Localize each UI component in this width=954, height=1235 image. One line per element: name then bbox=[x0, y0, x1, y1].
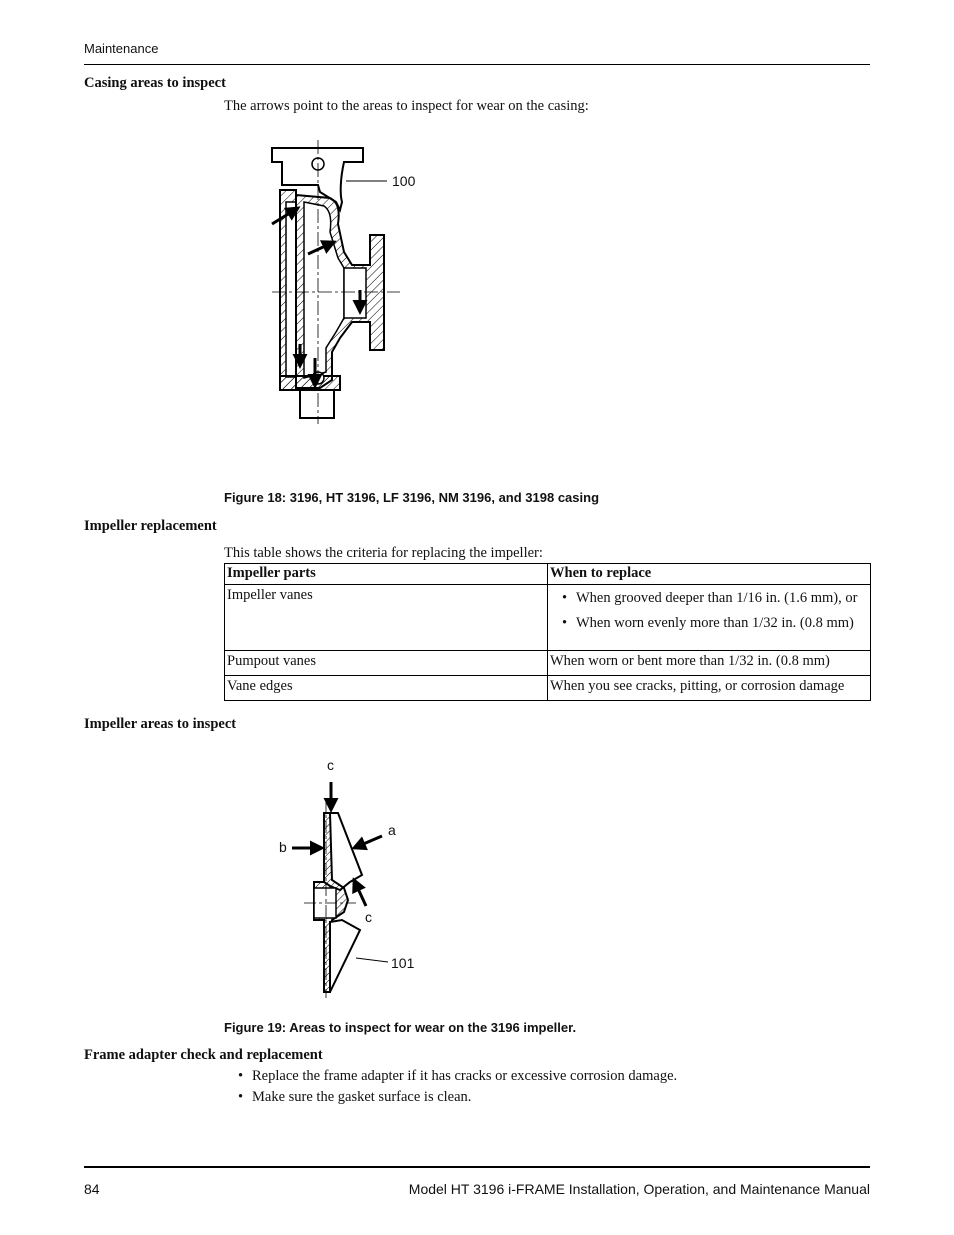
table-row bbox=[225, 585, 871, 651]
casing-heading: Casing areas to inspect bbox=[84, 75, 226, 91]
table-header-row bbox=[225, 564, 871, 585]
label-c-top: c bbox=[327, 757, 334, 773]
header-rule bbox=[84, 64, 870, 65]
impeller-replacement-intro: This table shows the criteria for replacing the impeller: bbox=[224, 545, 543, 561]
label-a: a bbox=[388, 822, 396, 838]
part-cell: Pumpout vanes bbox=[225, 651, 548, 676]
criteria-list bbox=[550, 589, 868, 633]
criteria-cell: When you see cracks, pitting, or corrosion damage bbox=[548, 676, 871, 701]
impeller-replacement-heading: Impeller replacement bbox=[84, 518, 217, 534]
label-c-lower: c bbox=[365, 909, 372, 925]
table-row bbox=[225, 676, 871, 701]
impeller-criteria-table bbox=[224, 563, 871, 701]
table-row bbox=[225, 651, 871, 676]
column-header: Impeller parts bbox=[225, 564, 548, 585]
callout-100: 100 bbox=[392, 173, 416, 189]
list-item: • Replace the frame adapter if it has cracks or excessive corrosion damage. bbox=[236, 1068, 677, 1089]
page-number: 84 bbox=[84, 1181, 100, 1197]
casing-figure bbox=[260, 140, 460, 430]
casing-intro: The arrows point to the areas to inspect for wear on the casing: bbox=[224, 98, 589, 114]
criteria-cell: When worn or bent more than 1/32 in. (0.8 mm) bbox=[548, 651, 871, 676]
list-item: • When worn evenly more than 1/32 in. (0.8 mm) bbox=[550, 614, 868, 633]
footer-title: Model HT 3196 i-FRAME Installation, Operation, and Maintenance Manual bbox=[408, 1181, 870, 1197]
frame-adapter-heading: Frame adapter check and replacement bbox=[84, 1047, 323, 1063]
criteria-cell bbox=[548, 585, 871, 651]
footer-rule bbox=[84, 1166, 870, 1168]
list-item: • Make sure the gasket surface is clean. bbox=[236, 1089, 677, 1110]
frame-adapter-list bbox=[236, 1068, 677, 1110]
running-header: Maintenance bbox=[84, 41, 159, 56]
impeller-inspect-heading: Impeller areas to inspect bbox=[84, 716, 237, 732]
part-cell: Vane edges bbox=[225, 676, 548, 701]
callout-101: 101 bbox=[391, 955, 415, 971]
figure-19-caption: Figure 19: Areas to inspect for wear on the 3196 impeller. bbox=[224, 1020, 577, 1035]
label-b: b bbox=[279, 839, 287, 855]
part-cell: Impeller vanes bbox=[225, 585, 548, 651]
column-header: When to replace bbox=[548, 564, 871, 585]
list-item: • When grooved deeper than 1/16 in. (1.6 mm), or bbox=[550, 589, 868, 608]
figure-18-caption: Figure 18: 3196, HT 3196, LF 3196, NM 3196, and 3198 casing bbox=[224, 490, 600, 505]
